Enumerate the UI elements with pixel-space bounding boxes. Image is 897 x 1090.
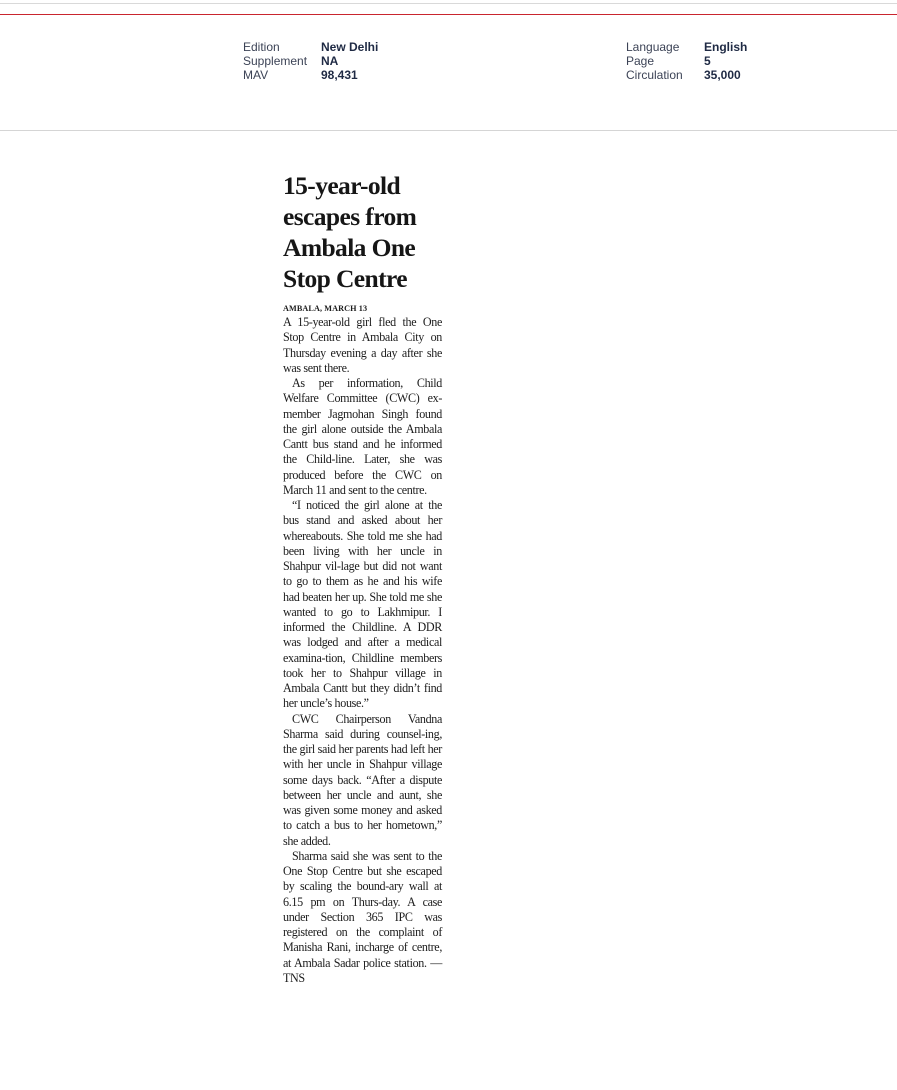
- meta-label: Page: [626, 54, 655, 68]
- news-clipping: [283, 170, 442, 986]
- meta-label: Supplement: [243, 54, 308, 68]
- meta-label: Edition: [243, 40, 280, 54]
- meta-edition: [243, 40, 378, 54]
- meta-label: Language: [626, 40, 680, 54]
- article-paragraph: Sharma said she was sent to the One Stop Centre but she escaped by scaling the bound-ary wall at 6.15 pm on Thurs-day. A case under Section 365 IPC was registered on the complaint of Manisha Rani, incharge of centre, at Ambala Sadar police station. —TNS: [283, 848, 442, 985]
- header-accent-line: [0, 14, 897, 15]
- meta-circulation: [626, 68, 747, 82]
- article-headline: [283, 170, 442, 294]
- article-body: [283, 315, 442, 986]
- meta-supplement: [243, 54, 378, 68]
- headline-line: Stop Centre: [283, 264, 407, 293]
- headline-line: 15-year-old: [283, 171, 401, 200]
- article-paragraph: CWC Chairperson Vandna Sharma said during counsel-ing, the girl said her parents had left her with her uncle in Shahpur village some days back. “After a dispute between her uncle and aunt, she was given some money and asked to catch a bus to her hometown,” she added.: [283, 711, 442, 848]
- meta-page: [626, 54, 747, 68]
- meta-value: 5: [704, 54, 711, 68]
- meta-mav: [243, 68, 378, 82]
- article-paragraph: A 15-year-old girl fled the One Stop Centre in Ambala City on Thursday evening a day after she was sent there.: [283, 315, 442, 375]
- article-paragraph: “I noticed the girl alone at the bus stand and asked about her whereabouts. She told me she had been living with her uncle in Shahpur vil-lage but did not want to go to them as he and his wife had beaten her up. She told me she wanted to go to Lakhmipur. I informed the Childline. A DDR was lodged and after a medical examina-tion, Childline members took her to Shahpur village in Ambala Cantt but they didn’t find her uncle’s house.”: [283, 498, 442, 711]
- article-paragraph: As per information, Child Welfare Committee (CWC) ex-member Jagmohan Singh found the girl alone outside the Ambala Cantt bus stand and he informed the Child-line. Later, she was produced before the CWC on March 11 and sent to the centre.: [283, 376, 442, 497]
- meta-label: MAV: [243, 68, 269, 82]
- headline-line: escapes from: [283, 202, 417, 231]
- meta-right: [626, 40, 747, 82]
- meta-value: 98,431: [321, 68, 358, 82]
- header-divider: [0, 130, 897, 131]
- article-dateline: AMBALA, MARCH 13: [283, 304, 368, 313]
- meta-label: Circulation: [626, 68, 683, 82]
- meta-language: [626, 40, 747, 54]
- meta-value: English: [704, 40, 748, 54]
- top-border: [0, 3, 897, 4]
- meta-left: [243, 40, 378, 82]
- meta-value: New Delhi: [321, 40, 379, 54]
- headline-line: Ambala One: [283, 233, 416, 262]
- meta-value: NA: [321, 54, 339, 68]
- meta-value: 35,000: [704, 68, 741, 82]
